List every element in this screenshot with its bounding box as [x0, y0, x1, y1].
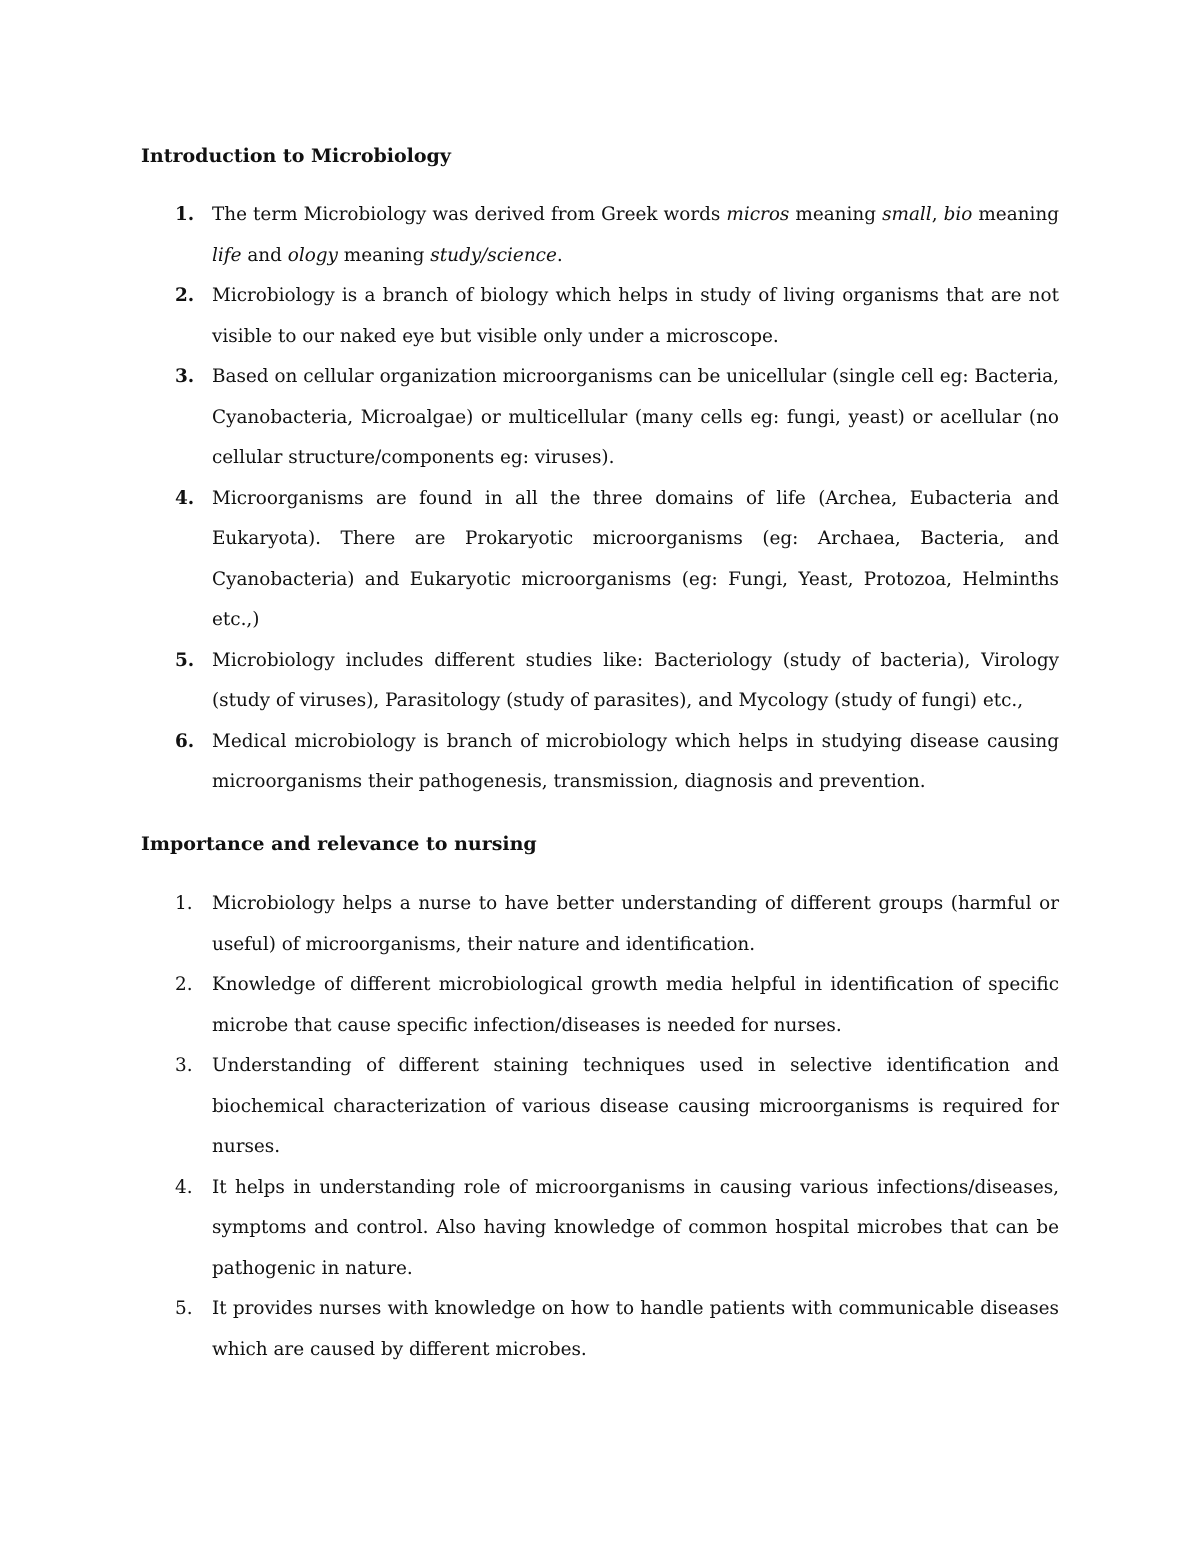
list-item-number: 3. — [175, 1055, 193, 1076]
list-item — [141, 884, 1059, 965]
section-heading-introduction: Introduction to Microbiology — [141, 145, 451, 167]
list-item — [141, 641, 1059, 722]
text-run: and — [241, 244, 288, 266]
list-item-number: 1. — [175, 204, 195, 225]
text-run: It helps in understanding role of microorganisms in causing various infections/diseases, symptoms and control. Also having knowledge of common hospital microbes that can be pathogenic in nature. — [212, 1176, 1059, 1279]
list-item-number: 4. — [175, 1176, 193, 1198]
text-run: meaning — [337, 244, 431, 266]
text-run: Microbiology is a branch of biology which helps in study of living organisms that are not visible to our naked eye but visible only under a microscope. — [212, 285, 1059, 347]
text-run: , — [931, 204, 944, 225]
emphasized-term: life — [212, 244, 242, 266]
list-item — [141, 195, 1059, 276]
list-item — [141, 722, 1059, 803]
list-item-text — [212, 893, 1059, 955]
list-item — [141, 1168, 1059, 1290]
list-item-text — [212, 1177, 1059, 1279]
list-item-text — [212, 366, 1059, 468]
list-item-text — [212, 1055, 1059, 1157]
list-item-text — [212, 1298, 1059, 1360]
text-run: Medical microbiology is branch of microbiology which helps in studying disease causing microorganisms their pathogenesis, transmission, diagnosis and prevention. — [212, 730, 1059, 792]
list-item-number: 5. — [175, 1298, 193, 1319]
list-item-number: 3. — [175, 366, 195, 387]
introduction-list — [141, 195, 1059, 803]
list-item — [141, 1046, 1059, 1168]
emphasized-term: micros — [726, 204, 790, 225]
list-item-text — [212, 285, 1059, 347]
list-item-number: 6. — [175, 730, 195, 752]
text-run: Microbiology includes different studies like: Bacteriology (study of bacteria), Virology (study of viruses), Parasitology (study of parasites), and Mycology (study of fungi) etc., — [212, 649, 1059, 711]
text-run: The term Microbiology was derived from Greek words — [212, 204, 727, 225]
emphasized-term: study/science — [430, 244, 557, 266]
text-run: Understanding of different staining techniques used in selective identification and biochemical characterization of various disease causing microorganisms is required for nurses. — [212, 1055, 1059, 1157]
text-run: Microorganisms are found in all the three domains of life (Archea, Eubacteria and Eukaryota). There are Prokaryotic microorganisms (eg: Archaea, Bacteria, and Cyanobacteria) and Eukaryotic microorganisms (eg: Fungi, Yeast, Protozoa, Helminths etc.,) — [212, 487, 1059, 630]
list-item — [141, 965, 1059, 1046]
text-run: Microbiology helps a nurse to have better understanding of different groups (harmful or useful) of microorganisms, their nature and identification. — [212, 893, 1059, 955]
text-run: It provides nurses with knowledge on how to handle patients with communicable diseases which are caused by different microbes. — [212, 1298, 1059, 1360]
text-run: Based on cellular organization microorganisms can be unicellular (single cell eg: Bacteria, Cyanobacteria, Microalgae) or multicellular (many cells eg: fungi, yeast) or acellular (no cellular structure/components eg: viruses). — [212, 366, 1059, 468]
list-item — [141, 479, 1059, 641]
text-run: Knowledge of different microbiological growth media helpful in identification of specific microbe that cause specific infection/diseases is needed for nurses. — [212, 974, 1059, 1036]
list-item — [141, 1289, 1059, 1370]
emphasized-term: small — [882, 204, 932, 225]
list-item — [141, 276, 1059, 357]
list-item-number: 2. — [175, 974, 193, 995]
list-item-text — [212, 974, 1059, 1036]
section-heading-nursing-relevance: Importance and relevance to nursing — [141, 833, 537, 855]
list-item-number: 2. — [175, 285, 195, 306]
emphasized-term: bio — [943, 204, 973, 225]
text-run: meaning — [972, 204, 1060, 225]
list-item-text — [212, 204, 1059, 266]
list-item-text — [212, 650, 1059, 712]
list-item-number: 4. — [175, 487, 195, 509]
list-item-number: 1. — [175, 893, 193, 914]
emphasized-term: ology — [287, 244, 338, 266]
list-item-number: 5. — [175, 649, 195, 671]
text-run: meaning — [789, 204, 883, 225]
nursing-relevance-list — [141, 884, 1059, 1370]
list-item-text — [212, 731, 1059, 793]
text-run: . — [556, 244, 563, 266]
list-item — [141, 357, 1059, 479]
list-item-text — [212, 488, 1059, 631]
